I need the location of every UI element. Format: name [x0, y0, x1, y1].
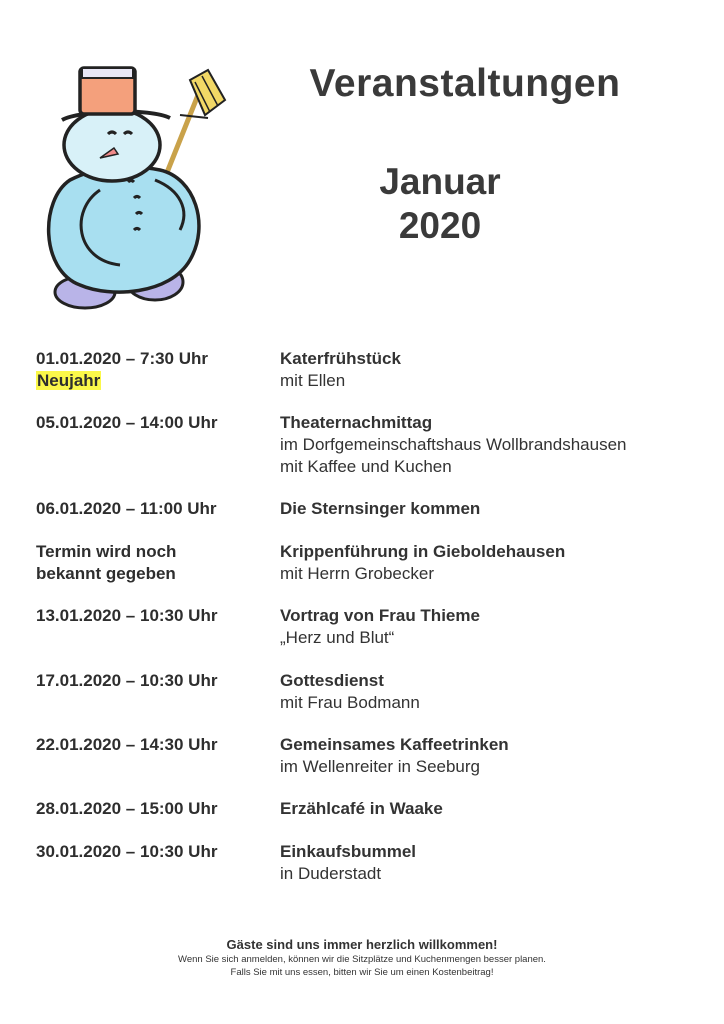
event-date-line: 01.01.2020 – 7:30 Uhr — [36, 349, 209, 368]
event-desc: im Wellenreiter in Seeburg — [280, 757, 480, 776]
event-title: Die Sternsinger kommen — [280, 499, 481, 518]
event-details — [280, 605, 700, 649]
event-date: 05.01.2020 – 14:00 Uhr — [36, 413, 218, 432]
event-date: 06.01.2020 – 11:00 Uhr — [36, 499, 217, 518]
event-title: Katerfrühstück — [280, 349, 401, 368]
event-desc: im Dorfgemeinschaftshaus Wollbrandshausen — [280, 435, 627, 454]
month-heading — [330, 160, 550, 248]
footer-welcome: Gäste sind uns immer herzlich willkommen! — [226, 937, 498, 952]
event-date — [36, 348, 276, 392]
event-desc: mit Herrn Grobecker — [280, 564, 434, 583]
event-date: 17.01.2020 – 10:30 Uhr — [36, 671, 218, 690]
event-date: 30.01.2020 – 10:30 Uhr — [36, 842, 218, 861]
footer-contribution-note: Falls Sie mit uns essen, bitten wir Sie um einen Kostenbeitrag! — [230, 967, 494, 978]
event-title: Vortrag von Frau Thieme — [280, 606, 480, 625]
event-title: Einkaufsbummel — [280, 842, 417, 861]
event-title: Gottesdienst — [280, 671, 384, 690]
event-desc: in Duderstadt — [280, 864, 382, 883]
event-title: Erzählcafé in Waake — [280, 799, 443, 818]
event-details — [280, 412, 700, 478]
snowman-illustration — [30, 60, 230, 320]
event-details — [280, 841, 700, 885]
event-details — [280, 798, 700, 820]
event-details — [280, 541, 700, 585]
month-name: Januar — [379, 161, 501, 202]
event-date-line: bekannt gegeben — [36, 564, 176, 583]
footer-note — [0, 936, 724, 979]
year: 2020 — [398, 205, 482, 246]
event-details — [280, 734, 700, 778]
holiday-highlight: Neujahr — [37, 371, 101, 390]
event-desc: mit Frau Bodmann — [280, 693, 420, 712]
event-date-line: Termin wird noch — [36, 542, 177, 561]
event-date: 22.01.2020 – 14:30 Uhr — [36, 735, 218, 754]
event-desc: „Herz und Blut“ — [280, 628, 395, 647]
event-desc: mit Kaffee und Kuchen — [280, 457, 452, 476]
page-title: Veranstaltungen — [309, 62, 621, 105]
event-date — [36, 541, 276, 585]
event-title: Krippenführung in Gieboldehausen — [280, 542, 566, 561]
event-date: 13.01.2020 – 10:30 Uhr — [36, 606, 218, 625]
event-date: 28.01.2020 – 15:00 Uhr — [36, 799, 218, 818]
event-details — [280, 670, 700, 714]
event-desc: mit Ellen — [280, 371, 346, 390]
event-details — [280, 498, 700, 520]
event-title: Theaternachmittag — [280, 413, 433, 432]
footer-registration-note: Wenn Sie sich anmelden, können wir die Sitzplätze und Kuchenmengen besser planen. — [178, 954, 546, 965]
event-details — [280, 348, 700, 392]
event-title: Gemeinsames Kaffeetrinken — [280, 735, 509, 754]
